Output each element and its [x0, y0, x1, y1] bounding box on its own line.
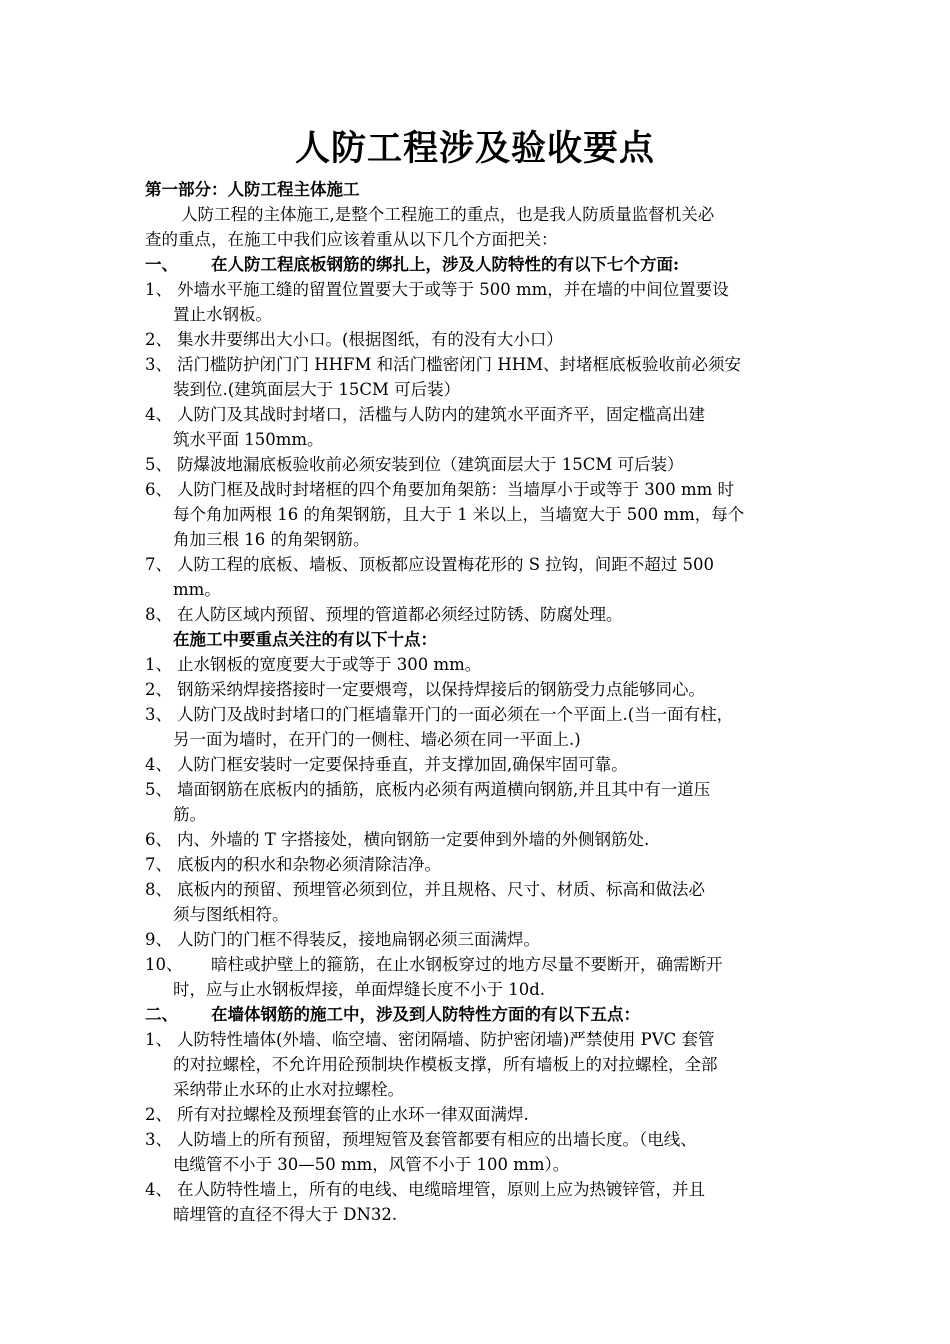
list-item-continuation-line	[145, 727, 825, 752]
list-item	[145, 877, 825, 927]
list-item-continuation-line	[145, 977, 825, 1002]
list-item-number: 6、	[145, 480, 172, 499]
list-item-text: 置止水钢板。	[173, 305, 272, 324]
list-item-text: 在人防特性墙上，所有的电线、电缆暗埋管，原则上应为热镀锌管，并且	[177, 1180, 705, 1199]
list-item-first-line	[145, 327, 825, 352]
list-item-first-line	[145, 477, 825, 502]
list-item-first-line	[145, 1177, 825, 1202]
list-item-text: 暗柱或护壁上的箍筋，在止水钢板穿过的地方尽量不要断开，确需断开	[211, 955, 723, 974]
list-item-first-line	[145, 1027, 825, 1052]
list-item-first-line	[145, 702, 825, 727]
list-item-first-line	[145, 852, 825, 877]
section-2-list	[145, 1027, 825, 1227]
list-item-text: 另一面为墙时，在开门的一侧柱、墙必须在同一平面上.)	[173, 730, 581, 749]
list-item	[145, 852, 825, 877]
list-item-text: 外墙水平施工缝的留置位置要大于或等于 500 mm，并在墙的中间位置要设	[177, 280, 729, 299]
list-item-number: 6、	[145, 830, 172, 849]
list-item-first-line	[145, 877, 825, 902]
list-item-text: 钢筋采纳焊接搭接时一定要煨弯，以保持焊接后的钢筋受力点能够同心。	[177, 680, 705, 699]
list-item-text: 防爆波地漏底板验收前必须安装到位（建筑面层大于 15CM 可后装）	[177, 455, 684, 474]
list-item-number: 10、	[145, 955, 183, 974]
list-item	[145, 927, 825, 952]
list-item-text: 须与图纸相符。	[173, 905, 289, 924]
list-item-first-line	[145, 952, 825, 977]
list-item-text: 人防门框安装时一定要保持垂直，并支撑加固,确保牢固可靠。	[177, 755, 628, 774]
list-item-number: 7、	[145, 555, 172, 574]
list-item-number: 3、	[145, 355, 172, 374]
list-item-text: 活门槛防护闭门门 HHFM 和活门槛密闭门 HHM、封堵框底板验收前必须安	[177, 355, 742, 374]
list-item-text: 人防墙上的所有预留，预埋短管及套管都要有相应的出墙长度。（电线、	[177, 1130, 697, 1149]
list-item	[145, 677, 825, 702]
list-item	[145, 1127, 825, 1177]
list-item	[145, 352, 825, 402]
list-item-continuation-line	[145, 502, 825, 527]
list-item	[145, 952, 825, 1002]
list-item-text: 角加三根 16 的角架钢筋。	[173, 530, 370, 549]
list-item-text: 装到位.(建筑面层大于 15CM 可后装）	[173, 380, 461, 399]
list-item-first-line	[145, 452, 825, 477]
document-body	[145, 177, 825, 1227]
list-item-first-line	[145, 1102, 825, 1127]
focus-heading: 在施工中要重点关注的有以下十点：	[173, 630, 437, 649]
list-item-first-line	[145, 652, 825, 677]
list-item-continuation-line	[145, 302, 825, 327]
list-item-text: 所有对拉螺栓及预埋套管的止水环一律双面满焊.	[177, 1105, 529, 1124]
list-item	[145, 652, 825, 677]
list-item	[145, 277, 825, 327]
section-title: 在墙体钢筋的施工中，涉及到人防特性方面的有以下五点：	[211, 1005, 640, 1024]
list-item-continuation-line	[145, 802, 825, 827]
list-item-continuation-line	[145, 1202, 825, 1227]
list-item-number: 2、	[145, 330, 172, 349]
list-item-first-line	[145, 402, 825, 427]
list-item-first-line	[145, 277, 825, 302]
list-item-number: 5、	[145, 780, 172, 799]
section-number: 二、	[145, 1005, 178, 1024]
list-item-number: 3、	[145, 1130, 172, 1149]
document-title: 人防工程涉及验收要点	[294, 128, 655, 169]
list-item-text: 底板内的预留、预埋管必须到位，并且规格、尺寸、材质、标高和做法必	[177, 880, 705, 899]
list-item	[145, 402, 825, 452]
list-item-number: 4、	[145, 405, 172, 424]
list-item-first-line	[145, 602, 825, 627]
list-item	[145, 552, 825, 602]
list-item	[145, 327, 825, 352]
list-item-text: 每个角加两根 16 的角架钢筋，且大于 1 米以上，当墙宽大于 500 mm，每个	[173, 505, 745, 524]
list-item-text: 的对拉螺栓，不允许用砼预制块作模板支撑，所有墙板上的对拉螺栓，全部	[173, 1055, 718, 1074]
list-item-number: 3、	[145, 705, 172, 724]
list-item-continuation-line	[145, 1077, 825, 1102]
list-item-number: 1、	[145, 280, 172, 299]
list-item-first-line	[145, 827, 825, 852]
intro-line: 查的重点，在施工中我们应该着重从以下几个方面把关：	[145, 230, 558, 249]
list-item-continuation-line	[145, 377, 825, 402]
list-item-text: 筑水平面 150mm。	[173, 430, 324, 449]
list-item	[145, 777, 825, 827]
list-item-continuation-line	[145, 427, 825, 452]
list-item-text: 底板内的积水和杂物必须清除洁净。	[177, 855, 441, 874]
list-item-text: 暗埋管的直径不得大于 DN32.	[173, 1205, 398, 1224]
list-item-number: 5、	[145, 455, 172, 474]
list-item-text: 集水井要绑出大小口。(根据图纸，有的没有大小口）	[177, 330, 563, 349]
list-item	[145, 702, 825, 752]
list-item-text: 人防工程的底板、墙板、顶板都应设置梅花形的 S 拉钩，间距不超过 500	[177, 555, 715, 574]
list-item-text: 在人防区域内预留、预埋的管道都必须经过防锈、防腐处理。	[177, 605, 623, 624]
section-title: 在人防工程底板钢筋的绑扎上，涉及人防特性的有以下七个方面:	[211, 255, 680, 274]
list-item-first-line	[145, 752, 825, 777]
list-item-number: 1、	[145, 655, 172, 674]
list-item	[145, 477, 825, 552]
list-item-continuation-line	[145, 1152, 825, 1177]
list-item	[145, 1027, 825, 1102]
section-number: 一、	[145, 255, 178, 274]
list-item-first-line	[145, 927, 825, 952]
list-item-text: 墙面钢筋在底板内的插筋，底板内必须有两道横向钢筋,并且其中有一道压	[177, 780, 711, 799]
list-item-text: 人防门框及战时封堵框的四个角要加角架筋：当墙厚小于或等于 300 mm 时	[177, 480, 735, 499]
list-item-first-line	[145, 677, 825, 702]
section-heading	[145, 252, 825, 277]
list-item-number: 4、	[145, 1180, 172, 1199]
list-item-first-line	[145, 552, 825, 577]
list-item-text: 人防门的门框不得装反，接地扁钢必须三面满焊。	[177, 930, 540, 949]
list-item-number: 9、	[145, 930, 172, 949]
section-1-list	[145, 277, 825, 627]
list-item-text: 人防门及其战时封堵口，活槛与人防内的建筑水平面齐平，固定槛高出建	[177, 405, 705, 424]
list-item-text: mm。	[173, 580, 221, 599]
list-item	[145, 452, 825, 477]
list-item-number: 7、	[145, 855, 172, 874]
list-item-text: 电缆管不小于 30—50 mm，风管不小于 100 mm）。	[173, 1155, 570, 1174]
list-item-continuation-line	[145, 577, 825, 602]
list-item-first-line	[145, 1127, 825, 1152]
list-item-number: 1、	[145, 1030, 172, 1049]
list-item-text: 人防特性墙体(外墙、临空墙、密闭隔墙、防护密闭墙)严禁使用 PVC 套管	[177, 1030, 715, 1049]
section-heading	[145, 1002, 825, 1027]
list-item-text: 人防门及战时封堵口的门框墙靠开门的一面必须在一个平面上.(当一面有柱，	[177, 705, 734, 724]
list-item-first-line	[145, 352, 825, 377]
focus-list	[145, 652, 825, 1002]
list-item	[145, 827, 825, 852]
list-item	[145, 1102, 825, 1127]
list-item-number: 8、	[145, 605, 172, 624]
list-item-text: 止水钢板的宽度要大于或等于 300 mm。	[177, 655, 482, 674]
list-item-text: 内、外墙的 T 字搭接处，横向钢筋一定要伸到外墙的外侧钢筋处.	[177, 830, 650, 849]
intro-line: 人防工程的主体施工,是整个工程施工的重点，也是我人防质量监督机关必	[181, 205, 715, 224]
list-item-text: 筋。	[173, 805, 206, 824]
list-item	[145, 752, 825, 777]
list-item	[145, 602, 825, 627]
list-item	[145, 1177, 825, 1227]
list-item-text: 采纳带止水环的止水对拉螺栓。	[173, 1080, 404, 1099]
list-item-number: 4、	[145, 755, 172, 774]
list-item-number: 2、	[145, 680, 172, 699]
list-item-continuation-line	[145, 1052, 825, 1077]
list-item-number: 2、	[145, 1105, 172, 1124]
list-item-first-line	[145, 777, 825, 802]
list-item-continuation-line	[145, 902, 825, 927]
list-item-text: 时，应与止水钢板焊接，单面焊缝长度不小于 10d.	[173, 980, 546, 999]
part-heading: 第一部分：人防工程主体施工	[145, 180, 360, 199]
list-item-continuation-line	[145, 527, 825, 552]
list-item-number: 8、	[145, 880, 172, 899]
